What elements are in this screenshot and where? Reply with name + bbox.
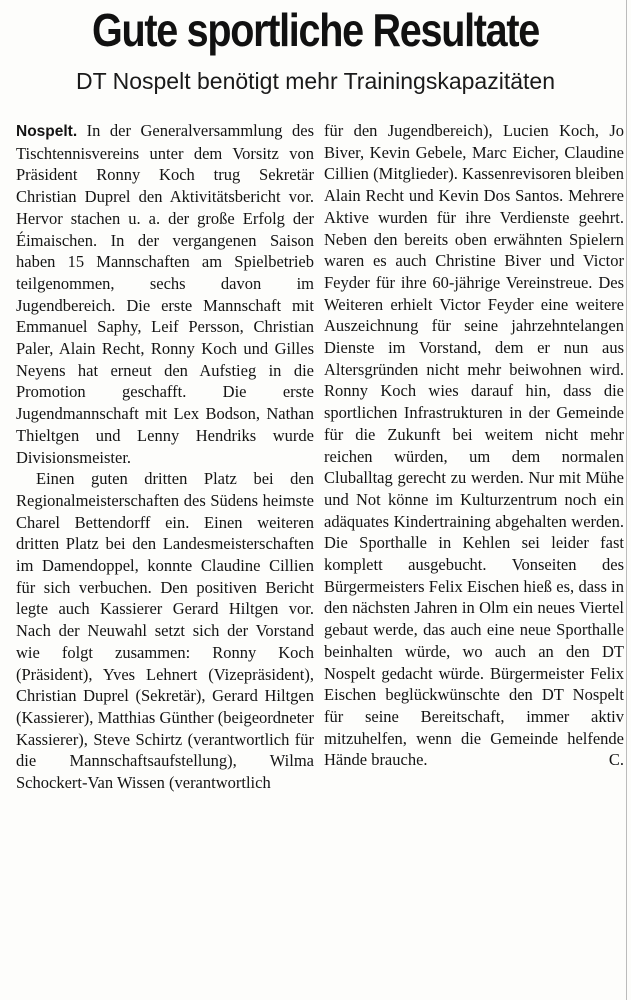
headline: Gute sportliche Resultate	[92, 4, 539, 56]
subheadline: DT Nospelt benötigt mehr Trainingskapazitäten	[75, 68, 555, 94]
paragraph-3	[324, 120, 624, 771]
author-signature: C.	[608, 750, 624, 770]
page-edge-divider	[626, 0, 627, 1000]
article-column-right	[324, 120, 624, 771]
dateline: Nospelt.	[16, 123, 78, 140]
article-column-left	[16, 120, 314, 794]
paragraph-1	[16, 120, 314, 468]
paragraph-2: Einen guten dritten Platz bei den Regionalmeisterschaften des Südens heimste Charel Bettendorff ein. Einen weiteren dritten Platz bei den Landesmeisterschaften im Damendoppel, konnte Claudine Cillien für sich verbuchen. Den positiven Bericht legte auch Kassierer Gerard Hiltgen vor. Nach der Neuwahl setzt sich der Vorstand wie folgt zusammen: Ronny Koch (Präsident), Yves Lehnert (Vizepräsident), Christian Duprel (Sekretär), Gerard Hiltgen (Kassierer), Matthias Günther (beigeordneter Kassierer), Steve Schirtz (verantwortlich für die Mannschaftsaufstellung), Wilma Schockert-Van Wissen (verantwortlich	[16, 469, 314, 793]
paragraph-3-text: für den Jugendbereich), Lucien Koch, Jo Biver, Kevin Gebele, Marc Eicher, Claudine Cillien (Mitglieder). Kassenrevisoren bleiben Alain Recht und Kevin Dos Santos. Mehrere Aktive wurden für ihre Verdienste geehrt. Neben den bereits oben erwähnten Spielern waren es auch Christine Biver und Victor Feyder für ihre 60-jährige Vereinstreue. Des Weiteren erhielt Victor Feyder eine weitere Auszeichnung für seine jahrzehntelangen Dienste im Vorstand, dem er nun aus Altersgründen nicht mehr beiwohnen wird. Ronny Koch wies darauf hin, dass die sportlichen Infrastrukturen in der Gemeinde für die Zukunft bei weitem nicht mehr reichen würden, um dem normalen Cluballtag gerecht zu werden. Nur mit Mühe und Not könne im Kulturzentrum noch ein adäquates Kindertraining abgehalten werden. Die Sporthalle in Kehlen sei leider fast komplett ausgebucht. Vonseiten des Bürgermeisters Felix Eischen hieß es, dass in den nächsten Jahren in Olm ein neues Viertel gebaut werde, das auch eine neue Sporthalle beinhalten würde, wo auch an den DT Nospelt gedacht würde. Bürgermeister Felix Eischen beglückwünschte den DT Nospelt für seine Bereitschaft, immer aktiv mitzuhelfen, wenn die Gemeinde helfende Hände brauche.	[324, 121, 624, 770]
paragraph-1-text: In der Generalversammlung des Tischtennisvereins unter dem Vorsitz von Präsident Ronny Koch trug Sekretär Christian Duprel den Aktivitätsbericht vor. Hervor stachen u. a. der große Erfolg der Éimaischen. In der vergangenen Saison haben 15 Mannschaften am Spielbetrieb teilgenommen, sechs davon im Jugendbereich. Die erste Mannschaft mit Emmanuel Saphy, Leif Persson, Christian Paler, Alain Recht, Ronny Koch und Gilles Neyens hat erneut den Aufstieg in die Promotion geschafft. Die erste Jugendmannschaft mit Lex Bodson, Nathan Thieltgen und Lenny Hendriks wurde Divisionsmeister.	[16, 121, 314, 467]
